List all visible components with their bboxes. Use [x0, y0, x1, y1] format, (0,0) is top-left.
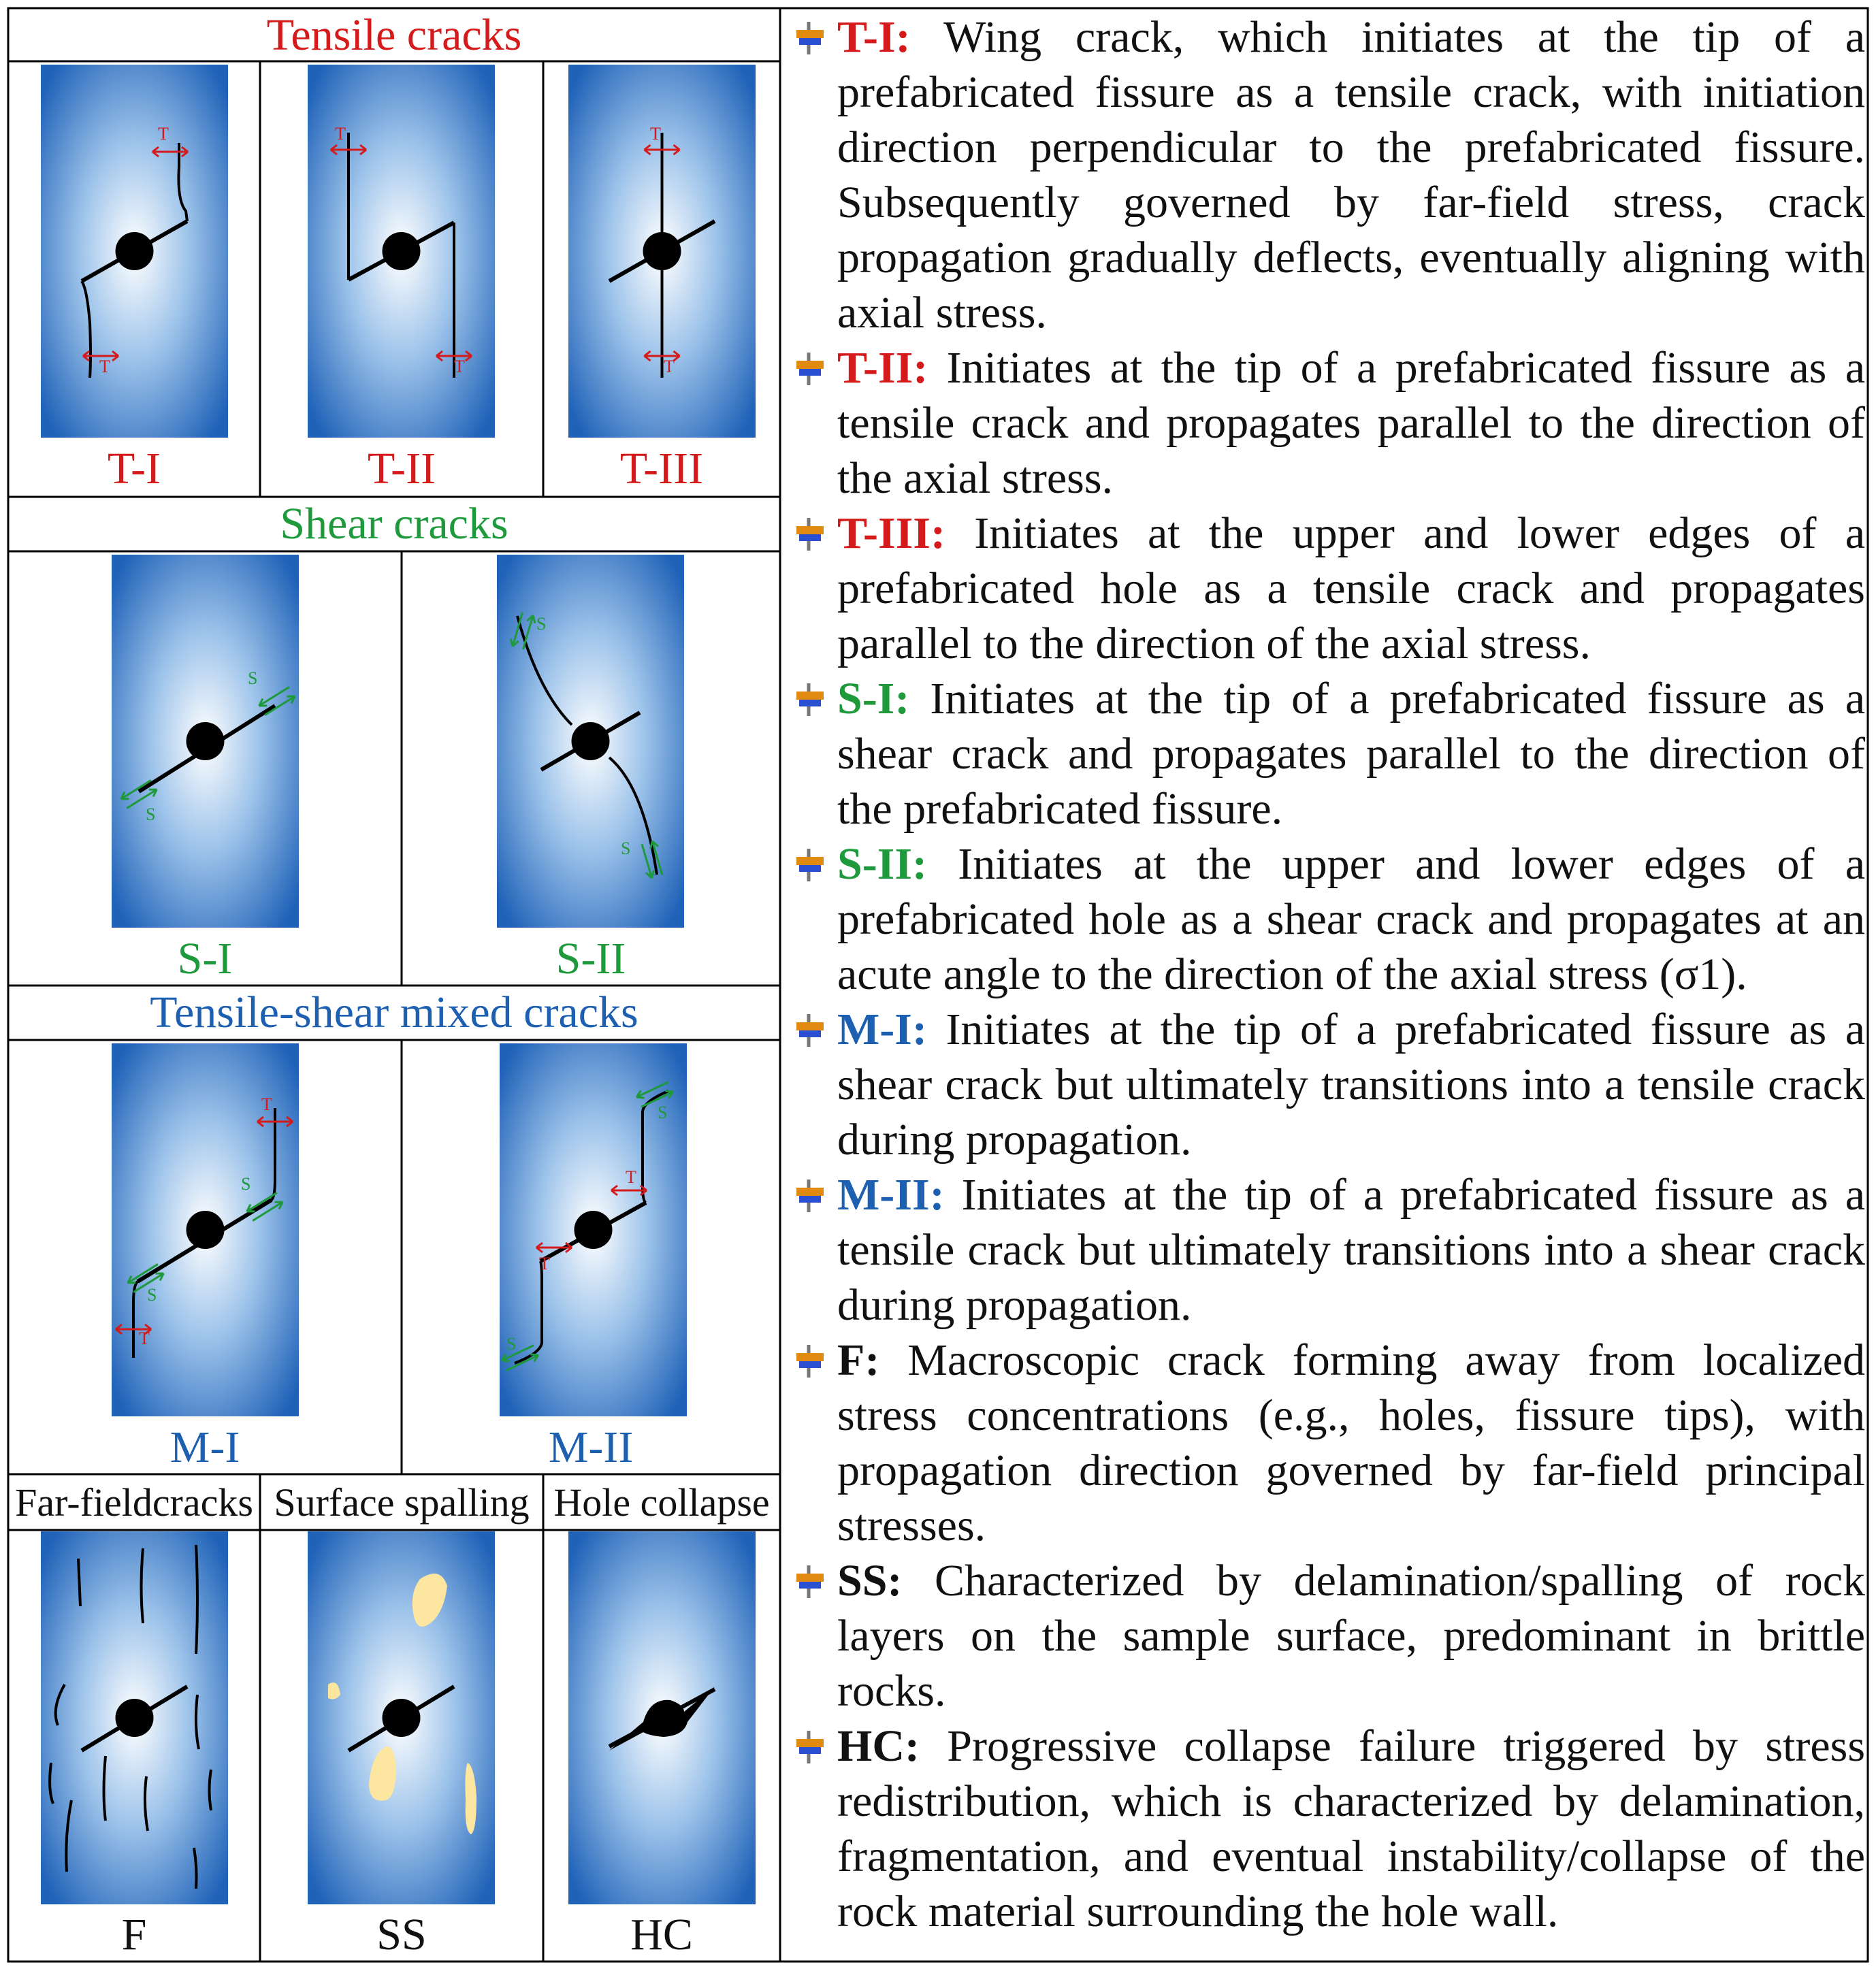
tensile-label: T: [626, 1167, 636, 1187]
pin-base: [799, 1030, 821, 1037]
shear-label: S: [241, 1174, 251, 1194]
shear-label: S: [621, 839, 631, 858]
desc-t-ii: [783, 340, 1865, 506]
caption-t-i: T-I: [107, 444, 161, 493]
code-label: HC:: [837, 1721, 920, 1771]
pin-base: [799, 534, 821, 541]
desc-s-i: [783, 671, 1865, 836]
desc-text: Initiates at the tip of a prefabricated fissure as a shear crack and propagates parallel to the direction of the prefabricated fissure.: [837, 674, 1866, 834]
shear-label: S: [536, 614, 547, 634]
code-label: M-II:: [837, 1170, 945, 1220]
pin-head: [796, 1188, 824, 1196]
prefabricated-hole: [383, 232, 421, 270]
pin-head: [796, 1353, 824, 1361]
tensile-label: T: [454, 357, 465, 376]
pin-head: [796, 1739, 824, 1747]
prefabricated-hole: [187, 1211, 225, 1249]
tensile-section-title: Tensile cracks: [266, 10, 522, 60]
desc-text: Macroscopic crack forming away from localized stress concentrations (e.g., holes, fissure tips), with propagation direction governed by far-field principal stresses.: [837, 1335, 1865, 1550]
prefabricated-hole: [575, 1211, 613, 1249]
pin-head: [796, 1574, 824, 1582]
pin-head: [796, 691, 824, 700]
tensile-label: T: [139, 1329, 150, 1348]
pin-base: [799, 1196, 821, 1203]
pin-head: [796, 857, 824, 865]
desc-text: Wing crack, which initiates at the tip of a prefabricated fissure as a tensile crack, with initiation direction perpendicular to the prefabricated fissure. Subsequently governed by far-field stress, crack propagation gradually deflects, eventually aligning with axial stress.: [837, 12, 1865, 338]
surface-spalling-title: Surface spalling: [274, 1480, 530, 1525]
caption-f: F: [121, 1910, 147, 1959]
desc-s-ii: [783, 836, 1865, 1002]
far-field-title: Far-fieldcracks: [15, 1480, 253, 1525]
pin-head: [796, 30, 824, 38]
desc-t-i: [783, 10, 1865, 340]
pin-head: [796, 361, 824, 369]
pushpin-icon: [788, 842, 829, 883]
pushpin-icon: [788, 1338, 829, 1379]
panel-ss: [308, 1531, 495, 1904]
shear-label: S: [146, 804, 156, 824]
prefabricated-hole: [572, 722, 610, 760]
pushpin-icon: [788, 15, 829, 56]
panel-s-i: [112, 555, 299, 928]
code-label: S-I:: [837, 674, 910, 723]
shear-label: S: [506, 1334, 517, 1354]
pin-head: [796, 1022, 824, 1030]
pin-base: [799, 1582, 821, 1589]
code-label: T-II:: [837, 343, 928, 393]
panel-s-ii: [497, 555, 684, 928]
desc-m-i: [783, 1002, 1865, 1167]
pushpin-icon: [788, 511, 829, 552]
panel-m-ii: [500, 1043, 687, 1416]
hole-collapse-title: Hole collapse: [553, 1480, 770, 1525]
panel-t-i: [41, 65, 228, 438]
prefabricated-hole: [383, 1699, 421, 1737]
desc-t-iii: [783, 506, 1865, 671]
tensile-label: T: [650, 124, 661, 144]
caption-m-ii: M-II: [548, 1422, 634, 1472]
prefabricated-hole: [187, 722, 225, 760]
pin-base: [799, 369, 821, 376]
desc-text: Characterized by delamination/spalling of rock layers on the sample surface, predominant in brittle rocks.: [837, 1556, 1865, 1716]
code-label: T-I:: [837, 12, 911, 62]
panel-f: [41, 1531, 228, 1904]
caption-t-ii: T-II: [367, 444, 436, 493]
shear-label: S: [147, 1285, 157, 1305]
code-label: F:: [837, 1335, 880, 1385]
desc-text: Initiates at the upper and lower edges of a prefabricated hole as a shear crack and propagates at an acute angle to the direction of the axial stress (σ1).: [837, 839, 1866, 999]
panel-t-ii: [308, 65, 495, 438]
prefabricated-hole: [116, 1699, 154, 1737]
desc-f: [783, 1333, 1865, 1553]
tensile-label: T: [664, 357, 675, 376]
mixed-section-title: Tensile-shear mixed cracks: [150, 988, 638, 1037]
crack-path: [196, 1545, 197, 1654]
desc-text: Progressive collapse failure triggered by stress redistribution, which is characterized by delamination, fragmentation, and eventual instability/collapse of the rock material surrounding the hole wall.: [837, 1721, 1865, 1936]
code-label: SS:: [837, 1556, 903, 1606]
pushpin-icon: [788, 1559, 829, 1599]
desc-ss: [783, 1553, 1865, 1719]
pushpin-icon: [788, 1724, 829, 1765]
code-label: T-III:: [837, 508, 945, 558]
shear-section-title: Shear cracks: [280, 499, 508, 549]
desc-text: Initiates at the tip of a prefabricated fissure as a shear crack but ultimately transitions into a tensile crack during propagation.: [837, 1005, 1865, 1165]
caption-m-i: M-I: [169, 1422, 240, 1472]
caption-s-i: S-I: [177, 934, 233, 983]
panel-t-iii: [568, 65, 756, 438]
desc-text: Initiates at the tip of a prefabricated fissure as a tensile crack and propagates parallel to the direction of the axial stress.: [837, 343, 1865, 503]
prefabricated-hole: [643, 232, 681, 270]
pin-base: [799, 700, 821, 706]
pushpin-icon: [788, 346, 829, 387]
caption-hc: HC: [630, 1910, 693, 1959]
code-label: M-I:: [837, 1005, 927, 1054]
panel-hc: [568, 1531, 756, 1904]
tensile-label: T: [99, 357, 110, 376]
desc-m-ii: [783, 1167, 1865, 1333]
pin-base: [799, 1361, 821, 1368]
description-list: [783, 10, 1865, 1939]
shear-label: S: [248, 668, 258, 688]
caption-t-iii: T-III: [619, 444, 704, 493]
tensile-label: T: [335, 124, 346, 144]
pin-base: [799, 1747, 821, 1754]
tensile-label: T: [539, 1254, 550, 1273]
pin-head: [796, 526, 824, 534]
desc-text: Initiates at the tip of a prefabricated fissure as a tensile crack but ultimately transitions into a shear crack during propagation.: [837, 1170, 1866, 1330]
caption-ss: SS: [376, 1910, 427, 1959]
caption-s-ii: S-II: [555, 934, 626, 983]
tensile-label: T: [158, 124, 169, 144]
shear-label: S: [658, 1103, 668, 1122]
pin-base: [799, 865, 821, 872]
tensile-label: T: [261, 1094, 272, 1114]
desc-hc: [783, 1719, 1865, 1939]
prefabricated-hole: [116, 232, 154, 270]
pushpin-icon: [788, 1173, 829, 1214]
code-label: S-II:: [837, 839, 928, 889]
pin-base: [799, 38, 821, 45]
pushpin-icon: [788, 1007, 829, 1048]
panel-m-i: [112, 1043, 299, 1416]
pushpin-icon: [788, 677, 829, 717]
desc-text: Initiates at the upper and lower edges of a prefabricated hole as a tensile crack and propagates parallel to the direction of the axial stress.: [837, 508, 1866, 668]
